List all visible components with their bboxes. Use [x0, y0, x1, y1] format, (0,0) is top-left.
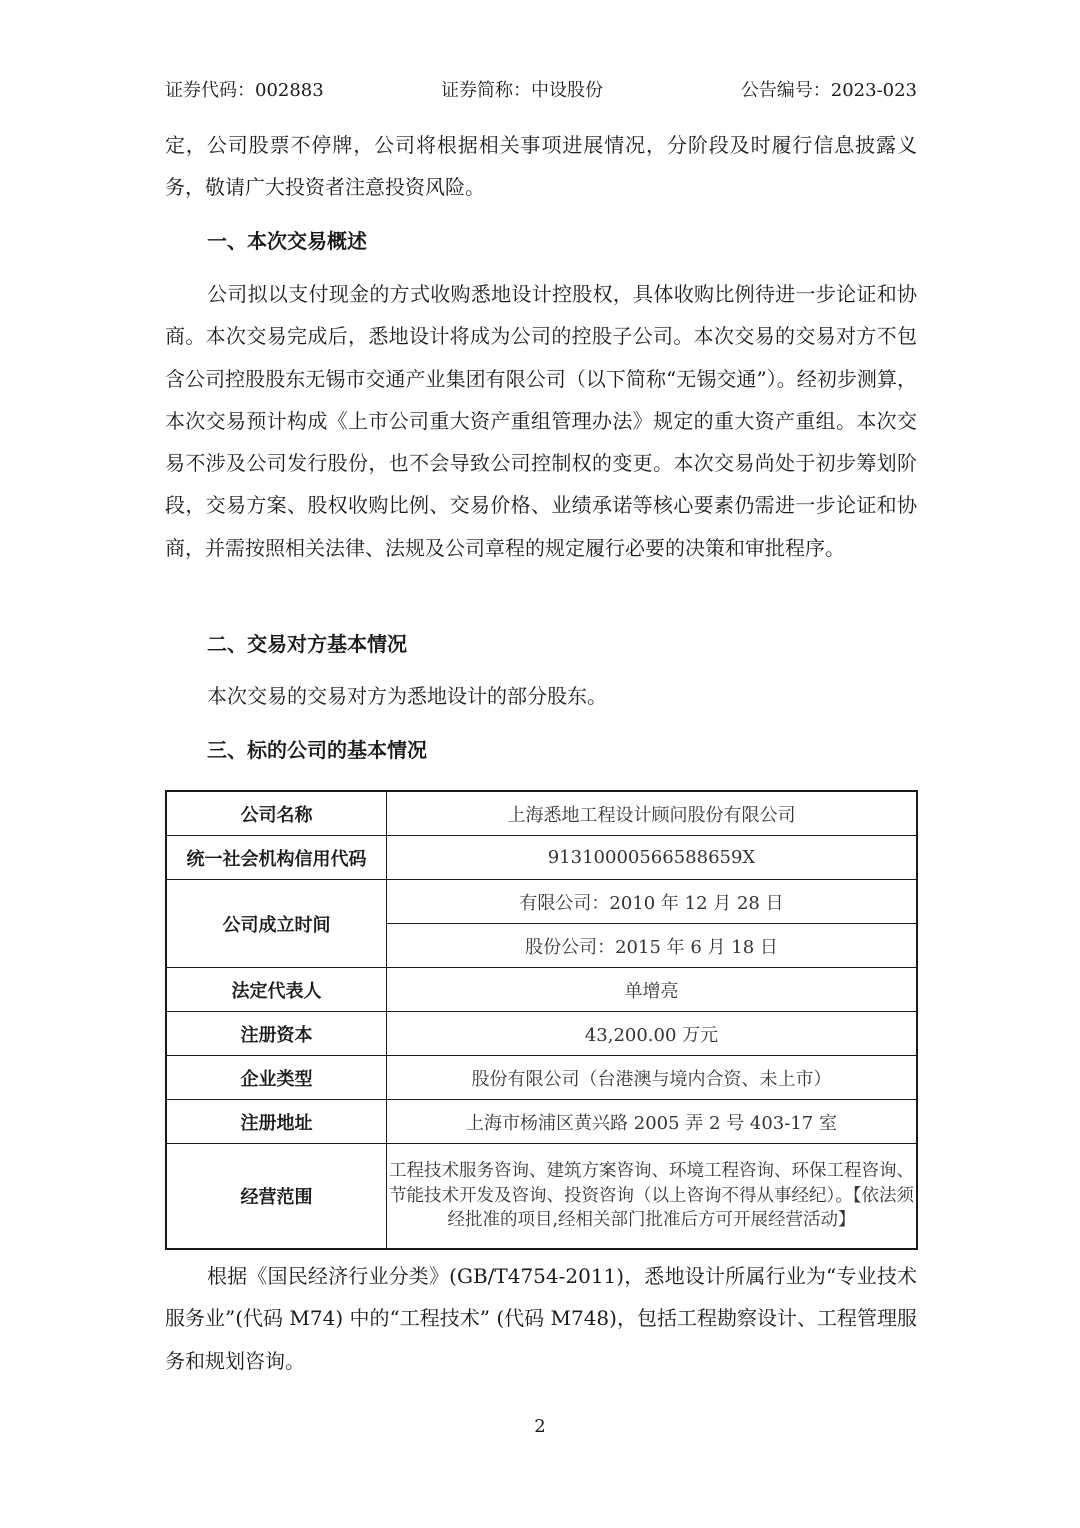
table-row [166, 1100, 917, 1144]
section1-paragraph: 公司拟以支付现金的方式收购悉地设计控股权，具体收购比例待进一步论证和协商。本次交易完成后，悉地设计将成为公司的控股子公司。本次交易的交易对方不包含公司控股股东无锡市交通产业集团有限公司（以下简称“无锡交通”）。经初步测算，本次交易预计构成《上市公司重大资产重组管理办法》规定的重大资产重组。本次交易不涉及公司发行股份，也不会导致公司控制权的变更。本次交易尚处于初步筹划阶段，交易方案、股权收购比例、交易价格、业绩承诺等核心要素仍需进一步论证和协商，并需按照相关法律、法规及公司章程的规定履行必要的决策和审批程序。 [165, 282, 917, 560]
stock-code: 证券代码：002883 [165, 80, 324, 101]
table-row [166, 880, 917, 924]
table-value: 91310000566588659X [387, 836, 918, 880]
table-row [166, 1144, 917, 1250]
table-label: 注册资本 [166, 1012, 387, 1056]
table-row [166, 1012, 917, 1056]
table-label: 经营范围 [166, 1144, 387, 1250]
table-label: 注册地址 [166, 1100, 387, 1144]
company-info-table [165, 790, 918, 1250]
table-value: 股份公司：2015 年 6 月 18 日 [387, 924, 918, 968]
table-value: 单增亮 [387, 968, 918, 1012]
intro-paragraph: 定，公司股票不停牌，公司将根据相关事项进展情况，分阶段及时履行信息披露义务，敬请广大投资者注意投资风险。 [165, 133, 917, 200]
table-label: 统一社会机构信用代码 [166, 836, 387, 880]
industry-paragraph: 根据《国民经济行业分类》(GB/T4754-2011)，悉地设计所属行业为“专业技术服务业”(代码 M74) 中的“工程技术” (代码 M748)，包括工程勘察设计、工程管理服务和规划咨询。 [165, 1264, 917, 1373]
section1-heading: 一、本次交易概述 [207, 229, 367, 253]
table-label: 公司成立时间 [166, 880, 387, 968]
table-label: 法定代表人 [166, 968, 387, 1012]
section2-paragraph: 本次交易的交易对方为悉地设计的部分股东。 [207, 684, 607, 708]
table-value: 上海悉地工程设计顾问股份有限公司 [387, 791, 918, 836]
table-value: 有限公司：2010 年 12 月 28 日 [387, 880, 918, 924]
stock-name: 证券简称：中设股份 [441, 80, 603, 101]
table-row [166, 791, 917, 836]
table-label: 公司名称 [166, 791, 387, 836]
page-number: 2 [534, 1416, 546, 1437]
table-row [166, 968, 917, 1012]
section2-heading: 二、交易对方基本情况 [207, 632, 407, 656]
page-header [165, 76, 917, 104]
table-value: 43,200.00 万元 [387, 1012, 918, 1056]
announcement-number: 公告编号：2023-023 [740, 80, 917, 101]
table-row [166, 836, 917, 880]
section3-heading: 三、标的公司的基本情况 [207, 738, 427, 762]
table-value: 工程技术服务咨询、建筑方案咨询、环境工程咨询、环保工程咨询、节能技术开发及咨询、投资咨询（以上咨询不得从事经纪）。【依法须经批准的项目,经相关部门批准后方可开展经营活动】 [387, 1144, 918, 1250]
table-value: 股份有限公司（台港澳与境内合资、未上市） [387, 1056, 918, 1100]
table-label: 企业类型 [166, 1056, 387, 1100]
table-value: 上海市杨浦区黄兴路 2005 弄 2 号 403-17 室 [387, 1100, 918, 1144]
table-row [166, 1056, 917, 1100]
